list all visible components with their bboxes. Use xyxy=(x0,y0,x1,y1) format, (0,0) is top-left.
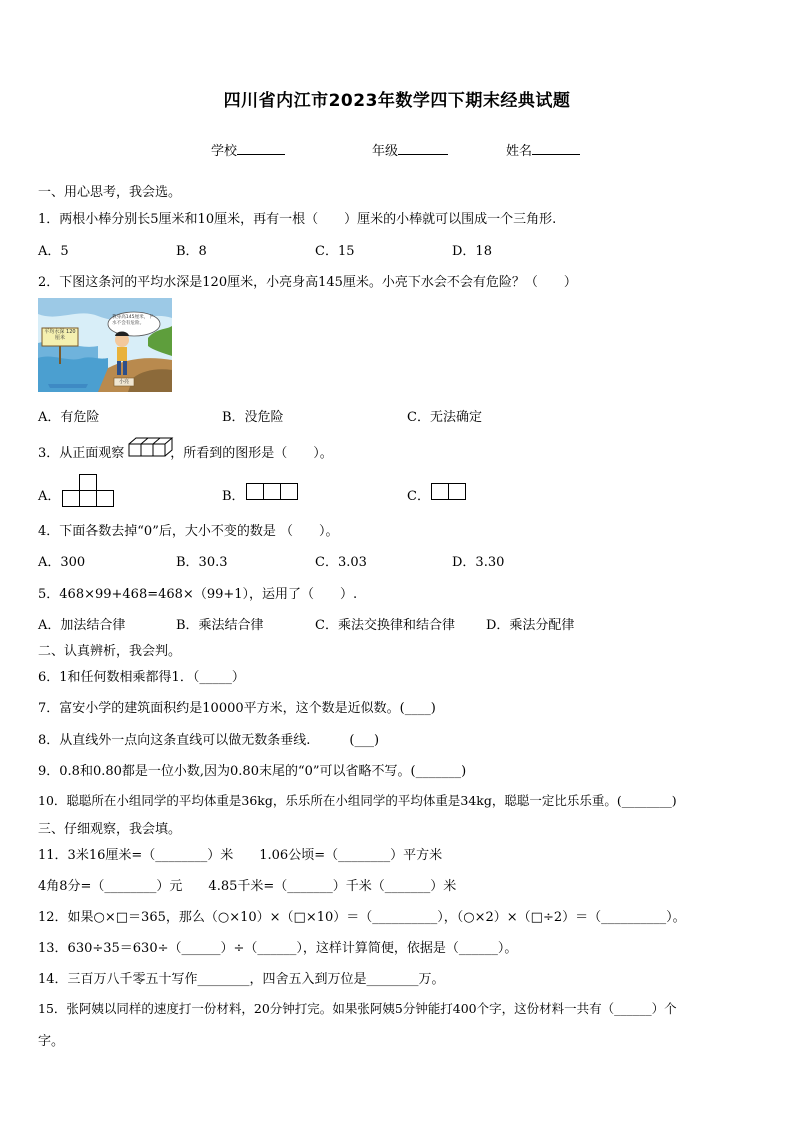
question-5-stem: 5．468×99+468=468×（99+1），运用了（ ）. xyxy=(38,587,358,602)
name-blank[interactable] xyxy=(532,142,580,155)
speech-bubble-text: 我身高145厘米，下水不会有危险。 xyxy=(112,315,153,326)
q2-option-c[interactable]: C．无法确定 xyxy=(407,410,482,425)
question-14: 14．三百万八千零五十写作________，四舍五入到万位是________万。 xyxy=(38,972,445,987)
page-title: 四川省内江市2023年数学四下期末经典试题 xyxy=(223,91,571,111)
question-4-stem: 4．下面各数去掉“0”后，大小不变的数是 （ ）。 xyxy=(38,524,339,539)
question-6: 6．1和任何数相乘都得1．（_____） xyxy=(38,670,245,685)
question-11-line-2: 4角8分=（________）元 4.85千米=（_______）千米（_______）米 xyxy=(38,879,457,894)
square-cell xyxy=(79,490,97,507)
section-1-heading: 一、用心思考，我会选。 xyxy=(38,185,182,200)
question-3-stem xyxy=(38,442,333,461)
name-label: 姓名 xyxy=(506,144,533,159)
q1-option-d[interactable]: D．18 xyxy=(452,244,492,259)
q1-option-a[interactable]: A．5 xyxy=(38,244,69,259)
q4-option-a[interactable]: A．300 xyxy=(38,555,86,570)
boy-name-label: 小亮 xyxy=(118,379,129,385)
q3-option-b-figure xyxy=(246,483,298,500)
q3-option-a-figure xyxy=(62,474,114,508)
q4-option-c[interactable]: C．3.03 xyxy=(315,555,367,570)
q1-option-c[interactable]: C．15 xyxy=(315,244,355,259)
square-cell xyxy=(96,490,114,507)
school-blank[interactable] xyxy=(237,142,285,155)
question-1-stem: 1．两根小棒分别长5厘米和10厘米，再有一根（ ）厘米的小棒就可以围成一个三角形. xyxy=(38,212,557,227)
question-10: 10．聪聪所在小组同学的平均体重是36kg，乐乐所在小组同学的平均体重是34kg，聪聪一定比乐乐重。(________) xyxy=(38,793,677,808)
school-label: 学校 xyxy=(211,144,238,159)
school-field xyxy=(211,140,285,159)
q4-option-d[interactable]: D．3.30 xyxy=(452,555,505,570)
q2-option-a[interactable]: A．有危险 xyxy=(38,410,100,425)
q3-option-c[interactable]: C． xyxy=(407,489,430,504)
river-sign-text: 平均水深 120厘米 xyxy=(44,329,76,341)
cube-solid-figure xyxy=(128,436,178,458)
grade-field xyxy=(372,140,448,159)
question-15-line-1: 15．张阿姨以同样的速度打一份材料，20分钟打完。如果张阿姨5分钟能打400个字，这份材料一共有（______）个 xyxy=(38,1001,677,1016)
section-3-heading: 三、仔细观察，我会填。 xyxy=(38,822,182,837)
question-9: 9．0.8和0.80都是一位小数,因为0.80末尾的“0”可以省略不写。(_______) xyxy=(38,764,467,779)
question-15-line-2: 字。 xyxy=(38,1034,65,1049)
question-13: 13．630÷35＝630÷（______）÷（______），这样计算简便，依据是（______）。 xyxy=(38,941,518,956)
q5-option-b[interactable]: B．乘法结合律 xyxy=(176,618,264,633)
q3-option-a[interactable]: A． xyxy=(38,489,61,504)
q3-option-b[interactable]: B． xyxy=(222,489,245,504)
question-12: 12．如果○×□＝365，那么（○×10）×（□×10）＝（__________），（○×2）×（□÷2）＝（__________）。 xyxy=(38,910,686,925)
grade-blank[interactable] xyxy=(398,142,448,155)
name-field xyxy=(506,140,580,159)
question-7: 7．富安小学的建筑面积约是10000平方米，这个数是近似数。(____) xyxy=(38,701,436,716)
question-8: 8．从直线外一点向这条直线可以做无数条垂线. (___) xyxy=(38,733,380,748)
square-cell xyxy=(431,483,449,500)
section-2-heading: 二、认真辨析，我会判。 xyxy=(38,644,182,659)
square-cell xyxy=(448,483,466,500)
q3-stem-part1: 3．从正面观察 xyxy=(38,446,125,461)
river-scene-image xyxy=(38,298,172,392)
q5-option-d[interactable]: D．乘法分配律 xyxy=(486,618,575,633)
q5-option-c[interactable]: C．乘法交换律和结合律 xyxy=(315,618,455,633)
q3-stem-part2: ，所看到的图形是（ ）。 xyxy=(170,446,333,461)
q1-option-b[interactable]: B．8 xyxy=(176,244,207,259)
grade-label: 年级 xyxy=(372,144,399,159)
question-11-line-1: 11．3米16厘米=（________）米 1.06公顷=（________）平方米 xyxy=(38,848,443,863)
square-cell xyxy=(79,474,97,491)
square-cell xyxy=(62,490,80,507)
q2-option-b[interactable]: B．没危险 xyxy=(222,410,284,425)
square-cell xyxy=(246,483,264,500)
q4-option-b[interactable]: B．30.3 xyxy=(176,555,228,570)
square-cell xyxy=(280,483,298,500)
question-2-stem: 2．下图这条河的平均水深是120厘米，小亮身高145厘米。小亮下水会不会有危险？（ ） xyxy=(38,275,577,290)
river-illustration xyxy=(38,298,172,392)
q5-option-a[interactable]: A．加法结合律 xyxy=(38,618,126,633)
square-cell xyxy=(263,483,281,500)
q3-option-c-figure xyxy=(431,483,466,500)
